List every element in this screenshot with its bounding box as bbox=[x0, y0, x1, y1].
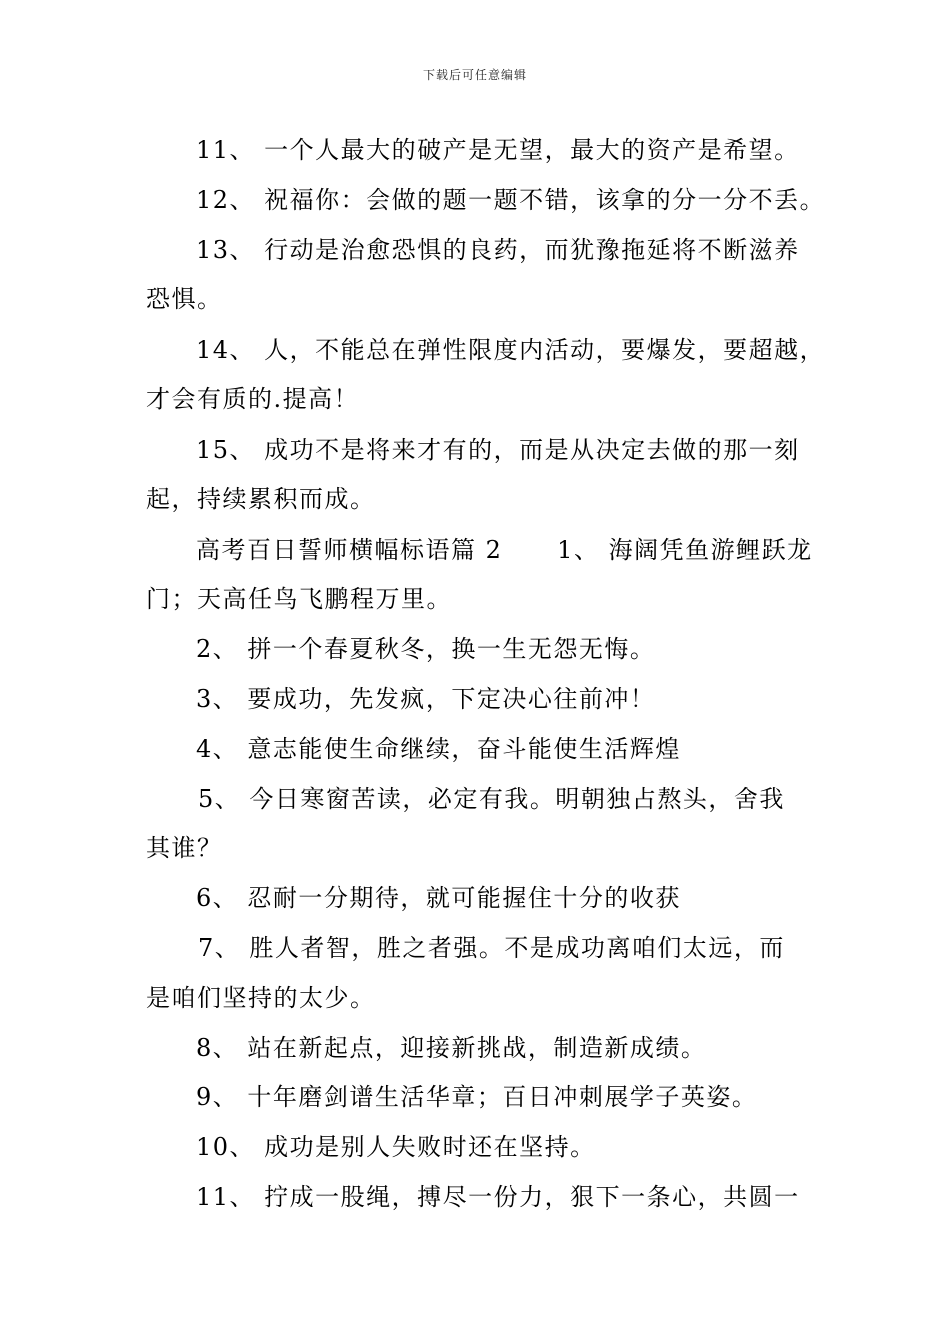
text-line: 10、 成功是别人失败时还在坚持。 bbox=[196, 1133, 596, 1161]
text-line: 3、 要成功，先发疯，下定决心往前冲！ bbox=[196, 685, 656, 713]
text-line: 5、 今日寒窗苦读，必定有我。明朝独占熬头，舍我 bbox=[198, 785, 785, 813]
text-line: 13、 行动是治愈恐惧的良药，而犹豫拖延将不断滋养 bbox=[196, 236, 800, 264]
text-line: 8、 站在新起点，迎接新挑战，制造新成绩。 bbox=[196, 1034, 707, 1062]
text-line: 2、 拼一个春夏秋冬，换一生无怨无悔。 bbox=[196, 635, 656, 663]
text-line: 其谁？ bbox=[146, 834, 223, 862]
text-line: 9、 十年磨剑谱生活华章；百日冲刺展学子英姿。 bbox=[196, 1083, 758, 1111]
text-line: 4、 意志能使生命继续，奋斗能使生活辉煌 bbox=[196, 735, 681, 763]
text-line: 15、 成功不是将来才有的，而是从决定去做的那一刻 bbox=[196, 436, 800, 464]
text-line: 6、 忍耐一分期待，就可能握住十分的收获 bbox=[196, 884, 681, 912]
text-line: 门；天高任鸟飞鹏程万里。 bbox=[146, 585, 452, 613]
text-line: 7、 胜人者智，胜之者强。不是成功离咱们太远，而 bbox=[198, 934, 785, 962]
text-line: 起，持续累积而成。 bbox=[146, 485, 376, 513]
text-line: 才会有质的.提高！ bbox=[146, 385, 360, 413]
text-line: 11、 一个人最大的破产是无望，最大的资产是希望。 bbox=[196, 136, 800, 164]
text-line: 是咱们坚持的太少。 bbox=[146, 984, 376, 1012]
section-heading-line: 高考百日誓师横幅标语篇 2 1、 海阔凭鱼游鲤跃龙 bbox=[196, 536, 813, 564]
text-line: 恐惧。 bbox=[146, 285, 223, 313]
text-line: 11、 拧成一股绳，搏尽一份力，狠下一条心，共圆一 bbox=[196, 1183, 800, 1211]
text-line: 14、 人，不能总在弹性限度内活动，要爆发，要超越， bbox=[196, 336, 826, 364]
page-header: 下载后可任意编辑 bbox=[422, 68, 527, 82]
text-line: 12、 祝福你：会做的题一题不错，该拿的分一分不丢。 bbox=[196, 186, 826, 214]
